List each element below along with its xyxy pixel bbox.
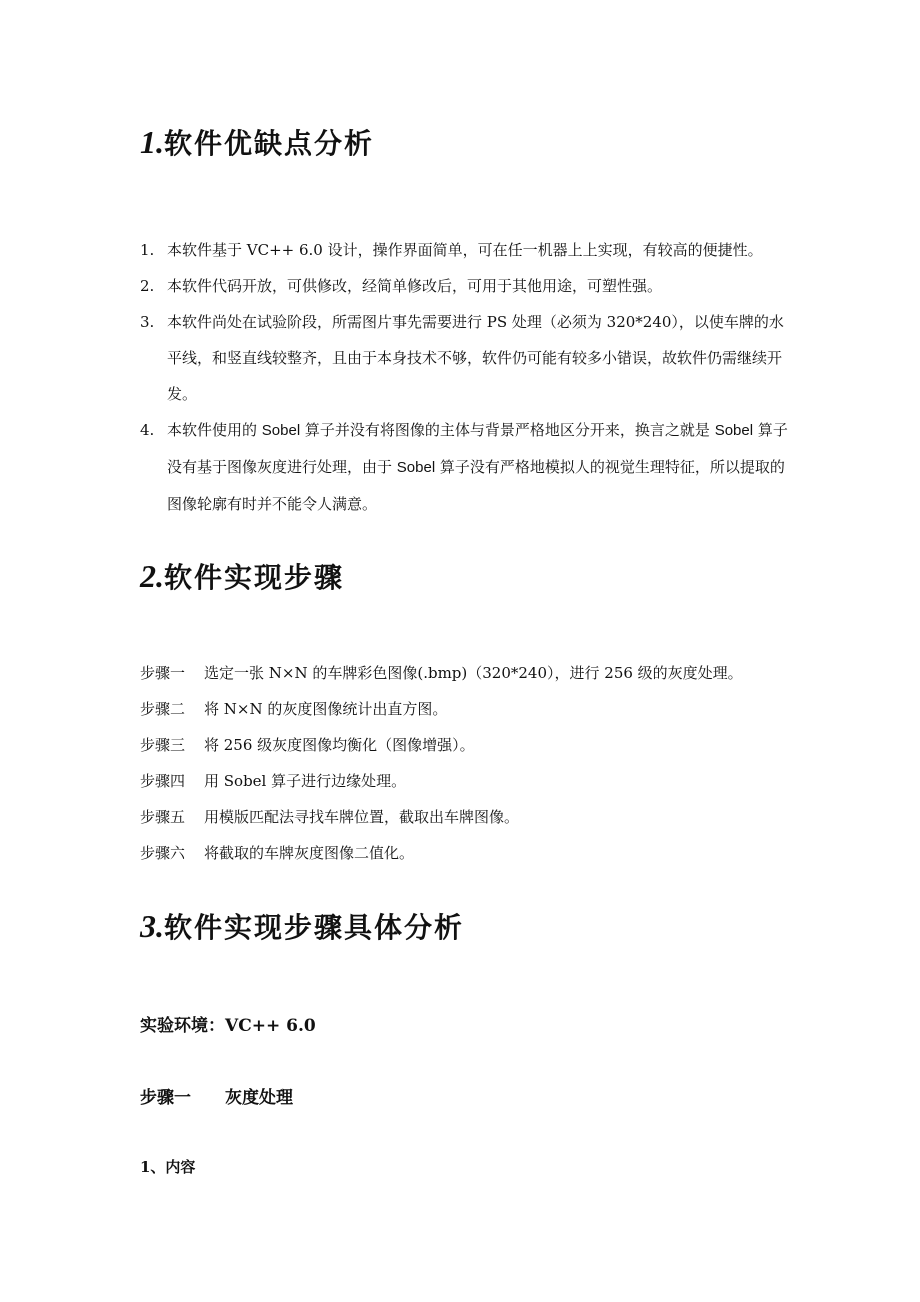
step-text: 将截取的车牌灰度图像二值化。	[204, 844, 415, 862]
step-line	[140, 842, 414, 863]
step-text: 选定一张 N×N 的车牌彩色图像(.bmp)（320*240），进行 256 级的灰度处理。	[204, 664, 743, 682]
step-label: 步骤三	[140, 736, 186, 754]
list-marker: 1.	[140, 241, 155, 259]
step-line	[140, 806, 519, 827]
content-subheading: 1、内容	[140, 1158, 196, 1176]
step-label: 步骤二	[140, 700, 186, 718]
step-label: 步骤一	[140, 664, 186, 682]
step-one-heading: 步骤一 灰度处理	[140, 1088, 293, 1108]
step-label: 步骤四	[140, 772, 186, 790]
environment-line: 实验环境：VC++ 6.0	[140, 1016, 316, 1036]
list-item	[140, 412, 790, 522]
list-item	[140, 304, 790, 412]
list-item	[140, 232, 790, 268]
step-line	[140, 734, 475, 755]
step-text: 用模版匹配法寻找车牌位置，截取出车牌图像。	[204, 808, 520, 826]
sobel-term: Sobel	[714, 422, 754, 439]
step-text: 用 Sobel 算子进行边缘处理。	[204, 772, 407, 790]
step-text: 将 N×N 的灰度图像统计出直方图。	[204, 700, 448, 718]
section-1-heading: 1.软件优缺点分析	[140, 124, 375, 160]
section-2-heading: 2.软件实现步骤	[140, 558, 345, 594]
step-text: 将 256 级灰度图像均衡化（图像增强）。	[204, 736, 475, 754]
sobel-term: Sobel	[396, 459, 436, 476]
step-line	[140, 770, 406, 791]
step-line	[140, 698, 447, 719]
step-line	[140, 662, 743, 683]
list-item-text: 本软件基于 VC++ 6.0 设计，操作界面简单，可在任一机器上上实现，有较高的便捷性。	[167, 241, 763, 259]
list-marker: 4.	[140, 421, 155, 439]
list-item	[140, 268, 790, 304]
list-item-text: 本软件代码开放，可供修改，经简单修改后，可用于其他用途，可塑性强。	[167, 277, 663, 295]
list-marker: 3.	[140, 313, 155, 331]
list-marker: 2.	[140, 277, 155, 295]
step-label: 步骤六	[140, 844, 186, 862]
list-item-text: 本软件使用的 Sobel 算子并没有将图像的主体与背景严格地区分开来，换言之就是 Sobel 算子没有基于图像灰度进行处理，由于 Sobel 算子没有严格地模拟人的视觉生理特征，所以提取的图像轮廓有时并不能令人满意。	[167, 421, 788, 513]
list-item-text: 本软件尚处在试验阶段，所需图片事先需要进行 PS 处理（必须为 320*240），以使车牌的水平线，和竖直线较整齐，且由于本身技术不够，软件仍可能有较多小错误，故软件仍需继续开发。	[167, 313, 784, 403]
sobel-term: Sobel	[261, 422, 301, 439]
section-3-heading: 3.软件实现步骤具体分析	[140, 908, 465, 944]
step-label: 步骤五	[140, 808, 186, 826]
